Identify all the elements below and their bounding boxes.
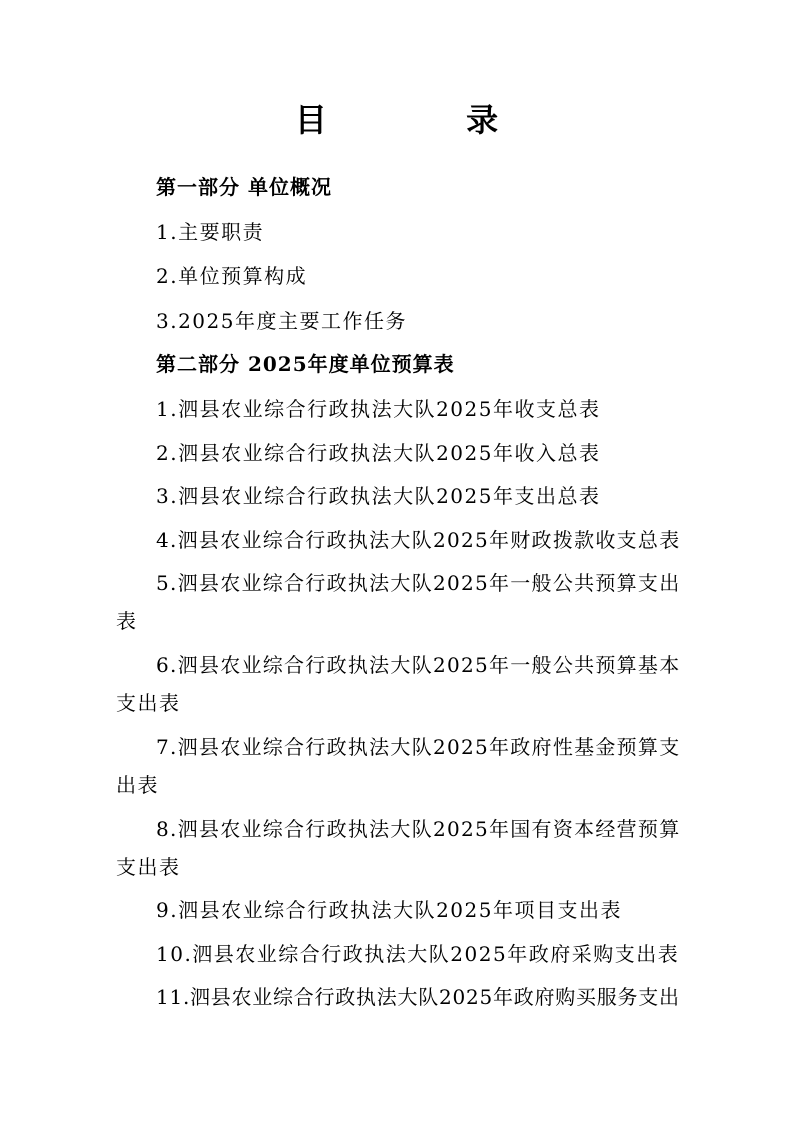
toc-item-continuation: 表 bbox=[116, 609, 138, 633]
toc-item: 7.泗县农业综合行政执法大队2025年政府性基金预算支 bbox=[156, 735, 681, 759]
toc-item: 5.泗县农业综合行政执法大队2025年一般公共预算支出 bbox=[156, 571, 681, 595]
toc-item: 11.泗县农业综合行政执法大队2025年政府购买服务支出 bbox=[156, 985, 680, 1009]
toc-item: 6.泗县农业综合行政执法大队2025年一般公共预算基本 bbox=[156, 653, 681, 677]
toc-item: 1.泗县农业综合行政执法大队2025年收支总表 bbox=[156, 397, 601, 421]
toc-item: 2.泗县农业综合行政执法大队2025年收入总表 bbox=[156, 441, 601, 465]
toc-item: 9.泗县农业综合行政执法大队2025年项目支出表 bbox=[156, 898, 622, 922]
page-title: 目 录 bbox=[294, 101, 563, 139]
section-heading-part-2: 第二部分 2025年度单位预算表 bbox=[156, 352, 455, 376]
toc-item-continuation: 支出表 bbox=[116, 691, 181, 715]
toc-item: 10.泗县农业综合行政执法大队2025年政府采购支出表 bbox=[156, 942, 680, 966]
toc-item: 3.泗县农业综合行政执法大队2025年支出总表 bbox=[156, 484, 601, 508]
toc-item-continuation: 支出表 bbox=[116, 855, 181, 879]
toc-item: 4.泗县农业综合行政执法大队2025年财政拨款收支总表 bbox=[156, 528, 681, 552]
toc-item: 1.主要职责 bbox=[156, 220, 265, 244]
toc-item-continuation: 出表 bbox=[116, 773, 159, 797]
toc-item: 3.2025年度主要工作任务 bbox=[156, 309, 407, 333]
toc-item: 2.单位预算构成 bbox=[156, 264, 308, 288]
toc-item: 8.泗县农业综合行政执法大队2025年国有资本经营预算 bbox=[156, 817, 681, 841]
section-heading-part-1: 第一部分 单位概况 bbox=[156, 175, 332, 199]
